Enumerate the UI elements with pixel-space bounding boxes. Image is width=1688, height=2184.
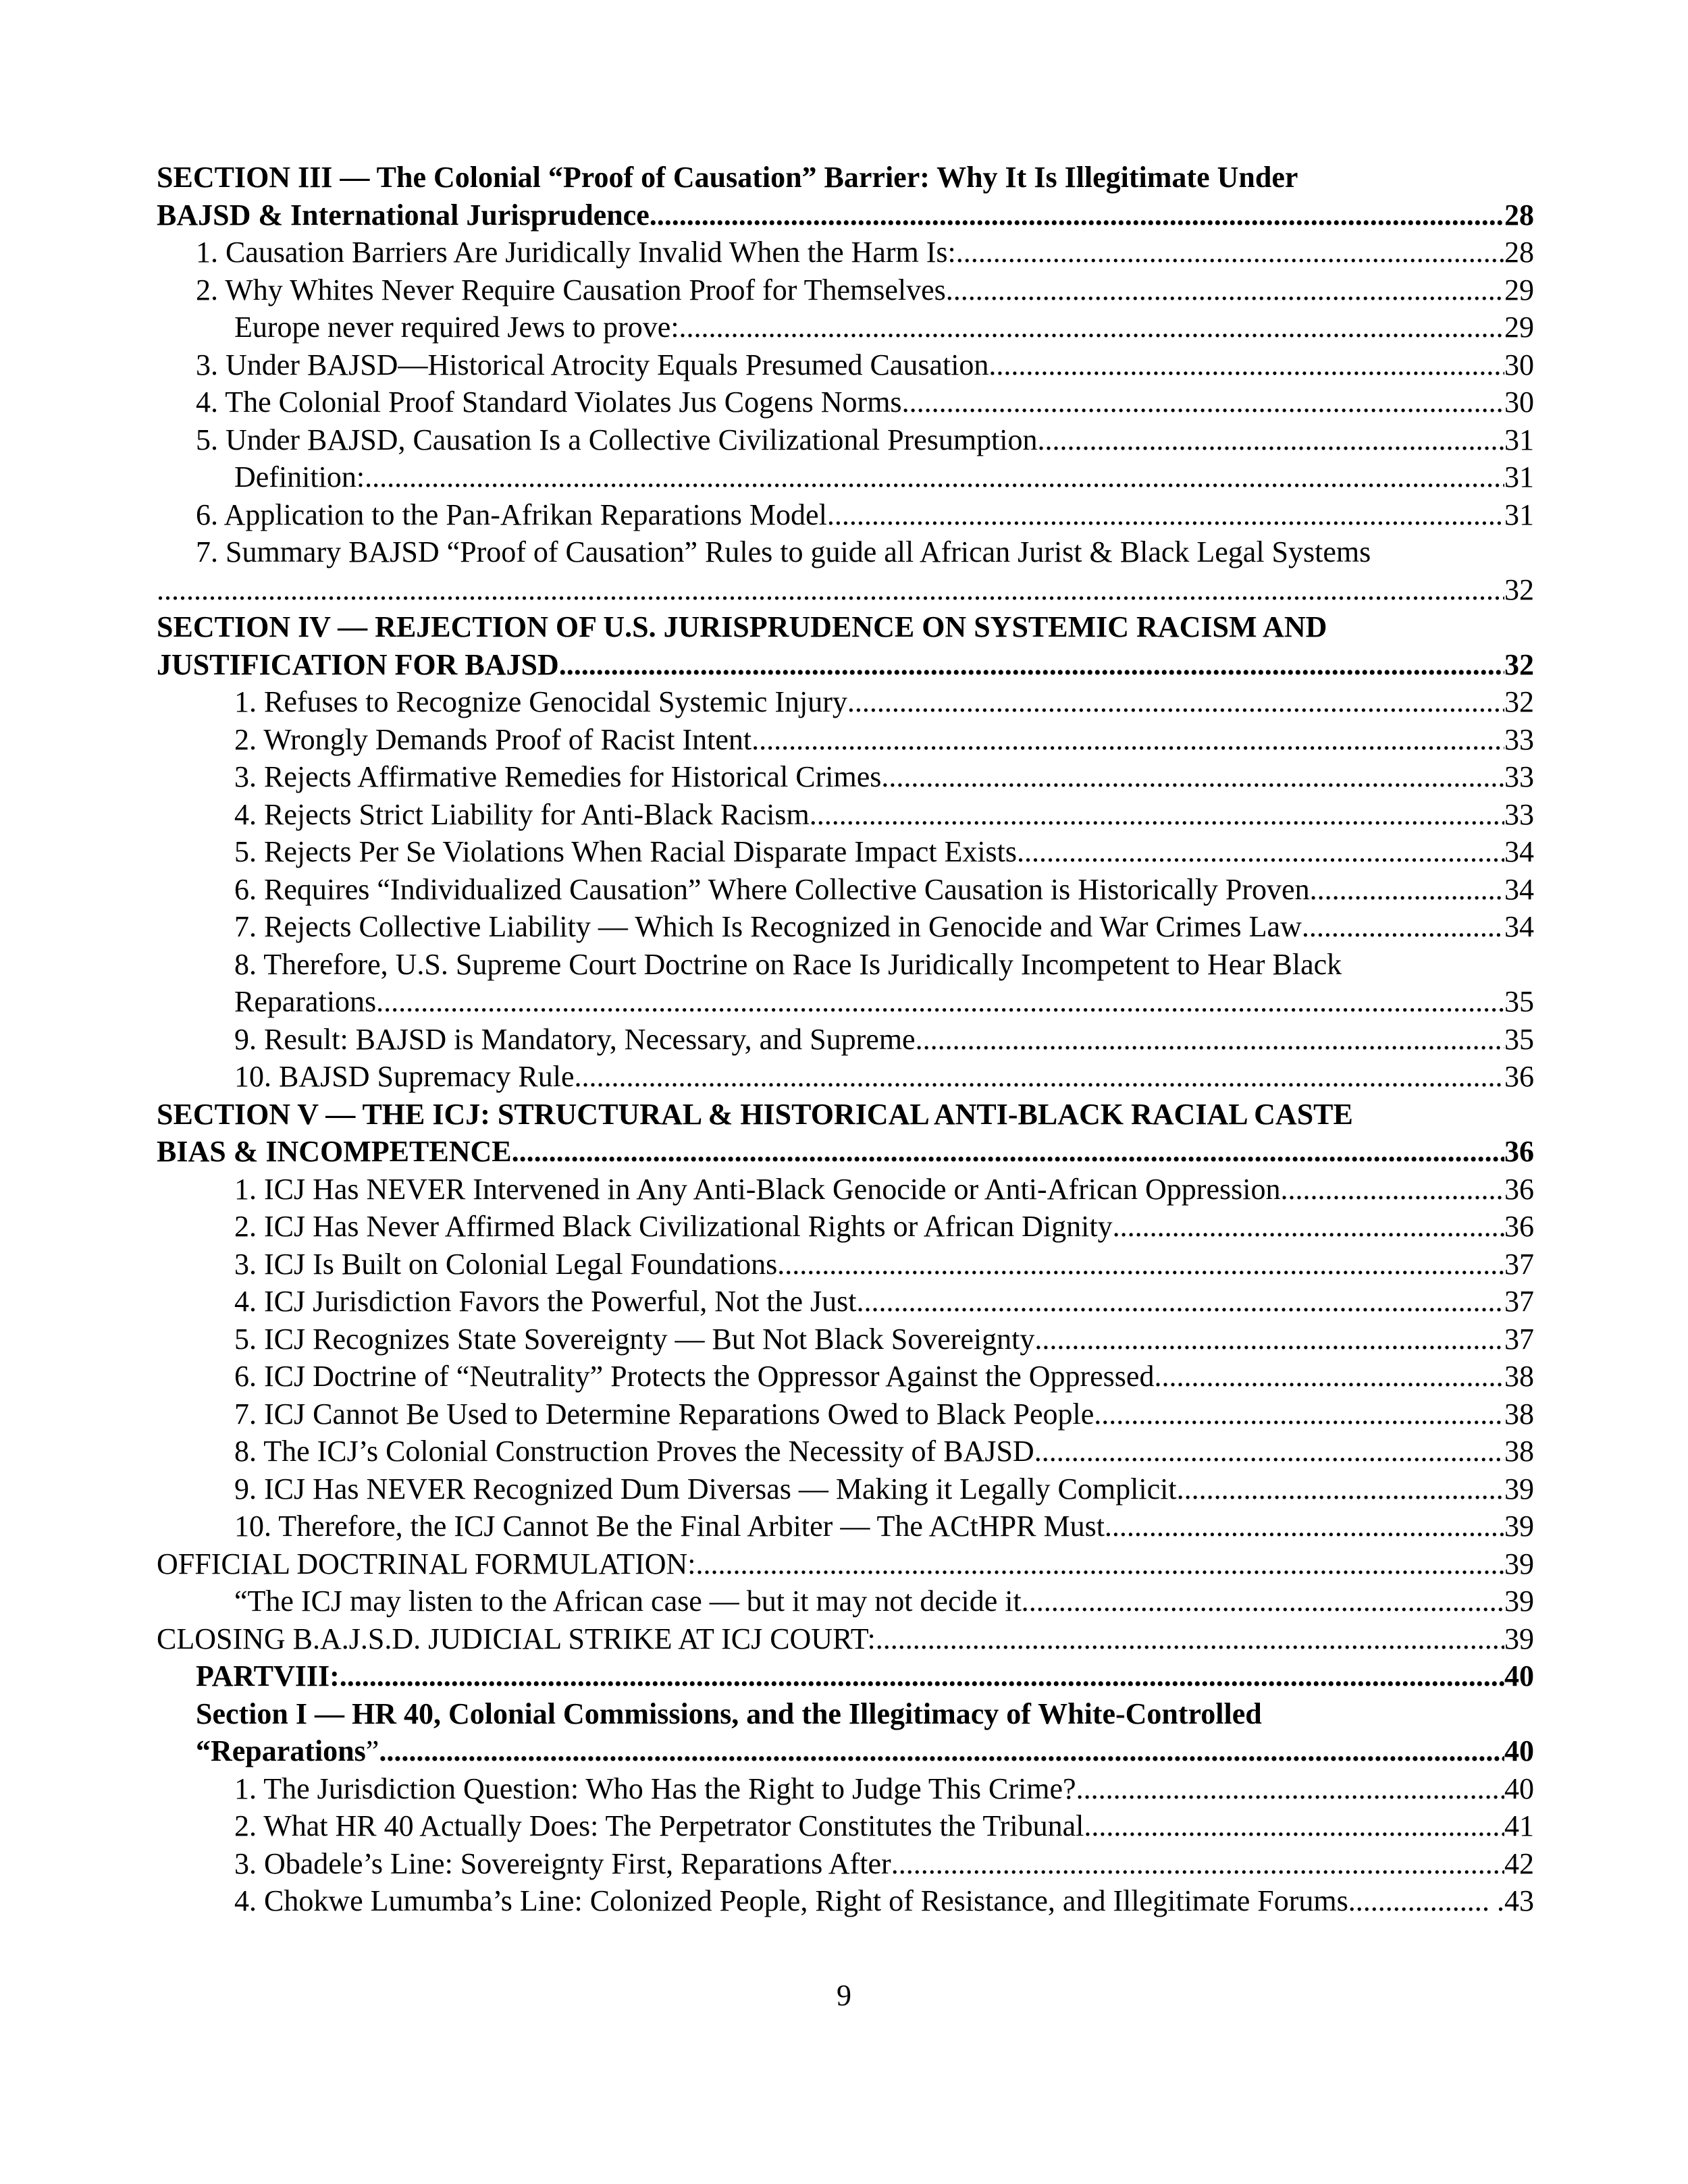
toc-entry-title: JUSTIFICATION FOR BAJSD: [157, 647, 559, 681]
toc-entry-title: Reparations: [234, 985, 377, 1018]
toc-entry[interactable]: [157, 1058, 1534, 1096]
toc-entry-row: [234, 983, 1534, 1021]
toc-page-number: 36: [1504, 1135, 1534, 1168]
toc-page-number: 34: [1504, 872, 1534, 906]
toc-entry[interactable]: [157, 1807, 1534, 1845]
toc-entry[interactable]: [157, 908, 1534, 946]
toc-entry[interactable]: [157, 1208, 1534, 1246]
toc-entry-row: [234, 683, 1534, 721]
toc-dot-leader: [988, 346, 1504, 384]
toc-entry-row: [234, 1208, 1534, 1246]
toc-page-number: 31: [1504, 423, 1534, 456]
toc-entry[interactable]: [157, 271, 1534, 309]
toc-page-number: 38: [1504, 1360, 1534, 1393]
toc-dot-leader: [751, 721, 1504, 759]
toc-entry[interactable]: [157, 1545, 1534, 1583]
toc-entry-row: [234, 1395, 1534, 1433]
toc-entry-row: [157, 1133, 1534, 1171]
toc-entry[interactable]: [157, 1096, 1534, 1171]
toc-entry[interactable]: [157, 683, 1534, 721]
toc-entry[interactable]: [157, 1321, 1534, 1358]
toc-entry-title: 3. Under BAJSD—Historical Atrocity Equals Presumed Causation: [196, 348, 989, 381]
toc-entry-title: “Reparations: [196, 1734, 366, 1767]
toc-page-number: 40: [1504, 1772, 1534, 1805]
toc-entry-row: [234, 1171, 1534, 1208]
toc-page-number: . .43: [1482, 1884, 1534, 1917]
toc-dot-leader: [1280, 1171, 1504, 1208]
toc-entry[interactable]: [157, 1882, 1534, 1920]
toc-dot-leader: [1105, 1508, 1504, 1545]
toc-entry[interactable]: [157, 1246, 1534, 1283]
toc-entry-row: [196, 1732, 1534, 1770]
toc-page-number: 33: [1504, 797, 1534, 831]
toc-entry-title: 6. ICJ Doctrine of “Neutrality” Protects the Oppressor Against the Oppressed: [234, 1360, 1155, 1393]
toc-entry-title: 4. Rejects Strict Liability for Anti-Black Racism: [234, 797, 810, 831]
toc-entry-row: [196, 1657, 1534, 1695]
toc-entry-row: [196, 271, 1534, 309]
toc-entry-row: [234, 721, 1534, 759]
toc-entry[interactable]: [157, 1620, 1534, 1658]
toc-entry-title: CLOSING B.A.J.S.D. JUDICIAL STRIKE AT ICJ COURT:: [157, 1622, 876, 1655]
toc-entry[interactable]: [157, 1021, 1534, 1059]
toc-page-number: 39: [1504, 1510, 1534, 1543]
toc-entry-row: [234, 1582, 1534, 1620]
toc-dot-leader: [1348, 1882, 1482, 1920]
toc-entry-row: [234, 1058, 1534, 1096]
toc-entry-row: [234, 1882, 1534, 1920]
toc-entry-row: [234, 758, 1534, 796]
toc-entry-title: 9. ICJ Has NEVER Recognized Dum Diversas — Making it Legally Complicit: [234, 1472, 1177, 1506]
toc-dot-leader: [1310, 871, 1504, 909]
toc-entry[interactable]: [157, 533, 1534, 608]
toc-entry-row: [234, 1283, 1534, 1321]
toc-page-number: 38: [1504, 1397, 1534, 1431]
toc-entry-row: [234, 871, 1534, 909]
toc-entry[interactable]: [157, 346, 1534, 384]
toc-entry[interactable]: [157, 1582, 1534, 1620]
toc-dot-leader: [650, 196, 1504, 234]
toc-entry-title: 3. Obadele’s Line: Sovereignty First, Reparations After: [234, 1846, 891, 1880]
toc-entry-title: 1. Refuses to Recognize Genocidal Systemic Injury: [234, 685, 847, 718]
toc-entry-title: 4. The Colonial Proof Standard Violates Jus Cogens Norms: [196, 385, 902, 419]
toc-dot-leader: [847, 683, 1504, 721]
toc-entry-row: [196, 234, 1534, 271]
toc-entry-row: [157, 1620, 1534, 1658]
toc-dot-leader: [810, 796, 1504, 834]
toc-page-number: 32: [1504, 685, 1534, 718]
toc-dot-leader: [1076, 1770, 1504, 1808]
toc-entry-title: 10. BAJSD Supremacy Rule: [234, 1060, 575, 1093]
toc-entry-title-tail: ”: [365, 1734, 379, 1767]
toc-entry-title: 2. Why Whites Never Require Causation Proof for Themselves: [196, 273, 946, 307]
toc-entry-title-line: SECTION III — The Colonial “Proof of Causation” Barrier: Why It Is Illegitimate Under: [157, 161, 1298, 194]
toc-dot-leader: [376, 983, 1504, 1021]
toc-dot-leader: [575, 1058, 1504, 1096]
toc-entry-row: [157, 646, 1534, 684]
toc-page-number: 30: [1504, 385, 1534, 419]
toc-entry[interactable]: [157, 721, 1534, 759]
toc-entry-row: [157, 196, 1534, 234]
toc-page-number: 39: [1504, 1472, 1534, 1506]
toc-entry-title: 3. Rejects Affirmative Remedies for Historical Crimes: [234, 760, 882, 793]
toc-dot-leader: [1038, 421, 1504, 459]
toc-entry-title: 10. Therefore, the ICJ Cannot Be the Final Arbiter — The ACtHPR Must: [234, 1510, 1105, 1543]
toc-entry[interactable]: [157, 421, 1534, 459]
toc-dot-leader: [1034, 1321, 1504, 1358]
toc-dot-leader: [827, 496, 1504, 534]
toc-dot-leader: [777, 1246, 1504, 1283]
toc-entry-title: BAJSD & International Jurisprudence: [157, 198, 650, 232]
toc-page-number: 35: [1504, 1022, 1534, 1056]
toc-entry-title: 8. The ICJ’s Colonial Construction Proves the Necessity of BAJSD: [234, 1435, 1034, 1468]
toc-entry-row: [196, 346, 1534, 384]
toc-entry[interactable]: [157, 458, 1534, 496]
toc-entry-title: “The ICJ may listen to the African case — but it may not decide it.: [234, 1584, 1029, 1618]
toc-entry-row: [234, 1321, 1534, 1358]
toc-entry-title: PARTVIII:: [196, 1659, 340, 1693]
toc-entry[interactable]: [157, 309, 1534, 346]
table-of-contents: [157, 159, 1534, 1920]
toc-page-number: 39: [1504, 1547, 1534, 1580]
toc-page-number: 30: [1504, 348, 1534, 381]
toc-dot-leader: [679, 309, 1504, 346]
toc-page-number: 29: [1504, 311, 1534, 344]
toc-page-number: 34: [1504, 910, 1534, 943]
toc-page-number: 33: [1504, 760, 1534, 793]
toc-page-number: 31: [1504, 498, 1534, 531]
toc-entry-title: 9. Result: BAJSD is Mandatory, Necessary, and Supreme: [234, 1022, 916, 1056]
toc-dot-leader: [1154, 1358, 1504, 1395]
toc-entry[interactable]: [157, 1433, 1534, 1470]
toc-entry[interactable]: [157, 234, 1534, 271]
toc-dot-leader: [340, 1657, 1504, 1695]
toc-entry-title: Definition:: [234, 460, 365, 494]
toc-entry[interactable]: [157, 383, 1534, 421]
toc-dot-leader: [512, 1133, 1504, 1171]
toc-entry[interactable]: [157, 1770, 1534, 1808]
toc-entry-title: 7. ICJ Cannot Be Used to Determine Reparations Owed to Black People: [234, 1397, 1094, 1431]
toc-page-number: 36: [1504, 1210, 1534, 1243]
toc-entry-row: [196, 421, 1534, 459]
toc-entry[interactable]: [157, 1395, 1534, 1433]
toc-page-number: 28: [1504, 236, 1534, 269]
toc-entry[interactable]: [157, 1695, 1534, 1770]
toc-entry[interactable]: [157, 1845, 1534, 1883]
toc-page-number: 29: [1504, 273, 1534, 307]
toc-entry-title: 1. ICJ Has NEVER Intervened in Any Anti-Black Genocide or Anti-African Oppression: [234, 1172, 1281, 1206]
toc-page-number: 40: [1504, 1734, 1534, 1767]
toc-page-number: 37: [1504, 1247, 1534, 1281]
toc-entry-title: BIAS & INCOMPETENCE: [157, 1135, 512, 1168]
toc-dot-leader: [881, 758, 1504, 796]
toc-dot-leader: [891, 1845, 1504, 1883]
toc-entry-title-line: 8. Therefore, U.S. Supreme Court Doctrine on Race Is Juridically Incompetent to Hear Black: [234, 947, 1342, 981]
toc-entry-row: [234, 458, 1534, 496]
toc-entry-title: 5. Rejects Per Se Violations When Racial Disparate Impact Exists: [234, 835, 1018, 868]
toc-dot-leader: [1113, 1208, 1504, 1246]
toc-entry[interactable]: [157, 1508, 1534, 1545]
toc-page-number: 35: [1504, 985, 1534, 1018]
toc-entry[interactable]: [157, 1171, 1534, 1208]
toc-entry-title: Europe never required Jews to prove:: [234, 311, 679, 344]
toc-entry-title: 2. ICJ Has Never Affirmed Black Civilizational Rights or African Dignity: [234, 1210, 1113, 1243]
toc-dot-leader: [1017, 833, 1504, 871]
toc-entry-row: [234, 1246, 1534, 1283]
toc-entry[interactable]: [157, 159, 1534, 234]
toc-dot-leader: [379, 1732, 1504, 1770]
toc-entry-title: OFFICIAL DOCTRINAL FORMULATION:: [157, 1547, 696, 1580]
toc-entry[interactable]: [157, 1283, 1534, 1321]
toc-page-number: 32: [1504, 647, 1534, 681]
toc-page-number: 39: [1504, 1584, 1534, 1618]
toc-dot-leader: [1034, 1433, 1504, 1470]
toc-page-number: 28: [1504, 198, 1534, 232]
toc-entry[interactable]: [157, 833, 1534, 871]
toc-dot-leader: [916, 1021, 1504, 1059]
toc-page-number: 37: [1504, 1285, 1534, 1318]
toc-entry-title-line: SECTION IV — REJECTION OF U.S. JURISPRUDENCE ON SYSTEMIC RACISM AND: [157, 610, 1327, 643]
toc-dot-leader: [365, 458, 1504, 496]
toc-dot-leader: [1177, 1470, 1504, 1508]
toc-entry[interactable]: [157, 946, 1534, 1021]
toc-entry-title: 2. Wrongly Demands Proof of Racist Intent: [234, 722, 752, 756]
toc-entry-row: [234, 1770, 1534, 1808]
toc-entry-title: 4. Chokwe Lumumba’s Line: Colonized People, Right of Resistance, and Illegitimate Forums: [234, 1884, 1348, 1917]
toc-dot-leader: [946, 271, 1504, 309]
toc-dot-leader: [157, 571, 1504, 609]
toc-dot-leader: [1302, 908, 1504, 946]
toc-page-number: 38: [1504, 1435, 1534, 1468]
toc-page-number: 42: [1504, 1846, 1534, 1880]
toc-entry[interactable]: [157, 1470, 1534, 1508]
toc-entry-title: 2. What HR 40 Actually Does: The Perpetrator Constitutes the Tribunal: [234, 1809, 1084, 1842]
toc-page-number: 41: [1504, 1809, 1534, 1842]
toc-entry-row: [234, 1021, 1534, 1059]
toc-entry-title: 4. ICJ Jurisdiction Favors the Powerful, Not the Just: [234, 1285, 857, 1318]
toc-entry-title: 1. The Jurisdiction Question: Who Has the Right to Judge This Crime?: [234, 1772, 1076, 1805]
toc-entry-title: 7. Rejects Collective Liability — Which Is Recognized in Genocide and War Crimes Law: [234, 910, 1302, 943]
toc-page-number: 37: [1504, 1322, 1534, 1356]
toc-entry-row: [157, 571, 1534, 609]
toc-page-number: 36: [1504, 1172, 1534, 1206]
toc-dot-leader: [696, 1545, 1504, 1583]
toc-entry-row: [234, 908, 1534, 946]
toc-page-number: 31: [1504, 460, 1534, 494]
toc-entry[interactable]: [157, 1358, 1534, 1395]
toc-entry[interactable]: [157, 1657, 1534, 1695]
toc-entry-title: 3. ICJ Is Built on Colonial Legal Foundations: [234, 1247, 778, 1281]
toc-entry-title-line: SECTION V — THE ICJ: STRUCTURAL & HISTORICAL ANTI-BLACK RACIAL CASTE: [157, 1097, 1353, 1131]
toc-page-number: 32: [1504, 572, 1534, 606]
toc-entry-row: [234, 1845, 1534, 1883]
toc-dot-leader: [857, 1283, 1504, 1321]
toc-page-number: 40: [1504, 1659, 1534, 1693]
toc-dot-leader: [902, 383, 1504, 421]
toc-entry-row: [234, 1358, 1534, 1395]
toc-page-number: 39: [1504, 1622, 1534, 1655]
page-number: 9: [837, 1979, 851, 2012]
toc-entry-row: [234, 1508, 1534, 1545]
toc-entry-row: [234, 833, 1534, 871]
toc-entry-row: [234, 1807, 1534, 1845]
toc-dot-leader: [559, 646, 1504, 684]
toc-entry[interactable]: [157, 796, 1534, 834]
toc-page-number: 33: [1504, 722, 1534, 756]
toc-page-number: 36: [1504, 1060, 1534, 1093]
toc-entry[interactable]: [157, 608, 1534, 683]
toc-entry-row: [196, 383, 1534, 421]
toc-entry[interactable]: [157, 496, 1534, 534]
toc-dot-leader: [956, 234, 1504, 271]
toc-entry-row: [196, 496, 1534, 534]
toc-entry-title: 1. Causation Barriers Are Juridically Invalid When the Harm Is:: [196, 236, 956, 269]
toc-entry[interactable]: [157, 871, 1534, 909]
toc-entry[interactable]: [157, 758, 1534, 796]
toc-entry-title-line: Section I — HR 40, Colonial Commissions, and the Illegitimacy of White-Controlled: [196, 1697, 1262, 1730]
toc-entry-row: [234, 796, 1534, 834]
toc-dot-leader: [1084, 1807, 1504, 1845]
toc-entry-title: 5. Under BAJSD, Causation Is a Collective Civilizational Presumption: [196, 423, 1038, 456]
toc-entry-row: [157, 1545, 1534, 1583]
toc-page-number: 34: [1504, 835, 1534, 868]
toc-dot-leader: [876, 1620, 1504, 1658]
toc-entry-row: [234, 309, 1534, 346]
toc-dot-leader: [1029, 1582, 1504, 1620]
toc-entry-title: 5. ICJ Recognizes State Sovereignty — But Not Black Sovereignty: [234, 1322, 1035, 1356]
toc-entry-row: [234, 1470, 1534, 1508]
toc-dot-leader: [1094, 1395, 1504, 1433]
toc-entry-row: [234, 1433, 1534, 1470]
toc-entry-title: 6. Application to the Pan-Afrikan Reparations Model: [196, 498, 827, 531]
toc-entry-title-line: 7. Summary BAJSD “Proof of Causation” Rules to guide all African Jurist & Black Legal Systems: [196, 535, 1371, 568]
toc-entry-title: 6. Requires “Individualized Causation” Where Collective Causation is Historically Proven: [234, 872, 1310, 906]
